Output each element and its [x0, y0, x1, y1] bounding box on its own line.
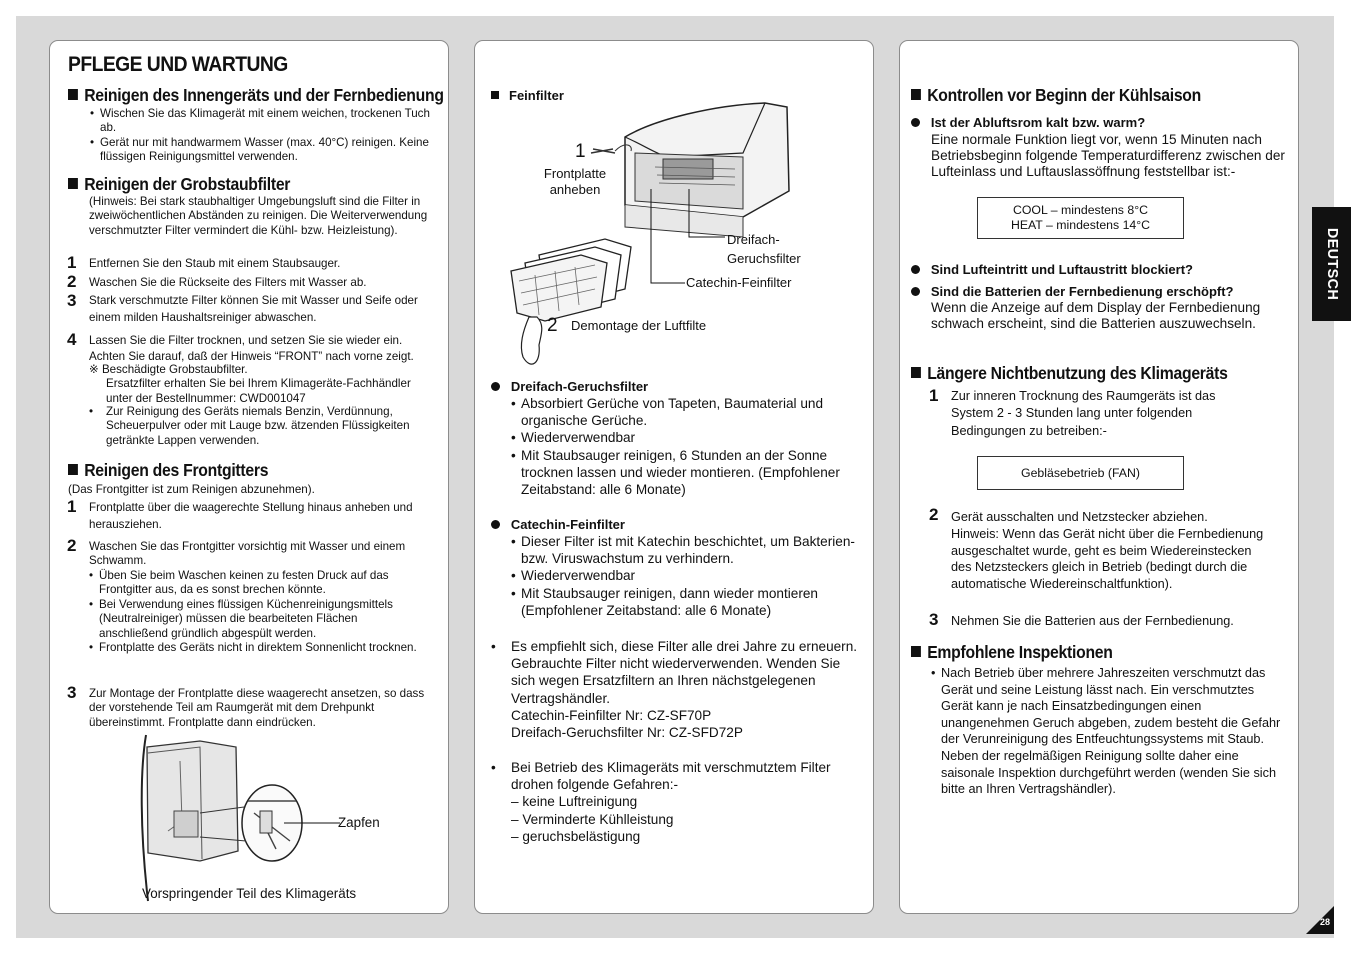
- catechin-bullets: [511, 533, 861, 619]
- list-item: • Üben Sie beim Waschen keinen zu festen Druck auf das Frontgitter aus, da es sonst brechen könnte.: [89, 569, 429, 598]
- figure-caption: Vorspringender Teil des Klimageräts: [142, 886, 357, 901]
- step-number: 2: [929, 505, 939, 524]
- step-text: Zur inneren Trocknung des Raumgeräts ist das System 2 - 3 Stunden lang unter folgenden Bedingungen zu betreiben:-: [951, 389, 1216, 438]
- round-bullet-icon: [911, 265, 920, 274]
- cool-line: COOL – mindestens 8°C: [1012, 203, 1148, 217]
- step-number: 1: [67, 253, 77, 272]
- step-text: Nehmen Sie die Batterien aus der Fernbedienung.: [951, 614, 1234, 628]
- restart-note: Hinweis: Wenn das Gerät nicht über die Fernbedienung ausgeschaltet wurde, geht es beim Wiedereinstecken des Netzsteckers gleich in Betrieb (bedingt durch die automatische Wiedereinschaltfunktion).: [951, 526, 1264, 592]
- question-airflow: Ist der Abluftsrom kalt bzw. warm?: [911, 115, 1145, 130]
- round-bullet-icon: [491, 520, 500, 529]
- replacement-info: • Es empfiehlt sich, diese Filter alle drei Jahre zu erneuern. Gebrauchte Filter nicht wiederverwenden. Wenden Sie sich wegen Ersatzfiltern an Ihren nächstgelegenen Vertragshändler. Catechin-Feinfilter Nr: CZ-SF70P Dreifach-Geruchsfilter Nr: CZ-SFD72P: [491, 638, 861, 741]
- list-item: • Wiederverwendbar: [511, 429, 861, 446]
- label-frontplatte-anheben: Frontplatte anheben: [543, 166, 607, 197]
- label-zapfen: Zapfen: [338, 815, 380, 830]
- language-tab: DEUTSCH: [1312, 207, 1351, 321]
- step-number: 3: [67, 291, 77, 310]
- temperature-box: [977, 197, 1184, 239]
- figure-step-1: 1: [575, 141, 586, 162]
- inspection-text: • Nach Betrieb über mehrere Jahreszeiten verschmutzt das Gerät und seine Leistung lässt nach. Ein verschmutztes Gerät kann je nach Einsatzbedingungen einen unangenehmen Geruch abgeben, zudem besteht die Gefahr der Verunreinigung des Entfeuchtungssystems mit Staub. Neben der regelmäßigen Reinigung sollte daher eine saisonale Inspektion durchgeführt werden (wenden Sie sich bitte an Ihren Vertragshändler).: [931, 665, 1287, 798]
- square-bullet-icon: [911, 89, 921, 100]
- heading-inspektionen: Empfohlene Inspektionen: [911, 642, 1113, 663]
- panel-checks: [899, 40, 1299, 914]
- question-blocked: Sind Lufteintritt und Luftaustritt blockiert?: [911, 262, 1193, 277]
- front-panel-figure: [50, 41, 449, 914]
- step-number: 4: [67, 330, 77, 349]
- page-number: 28: [1319, 917, 1330, 927]
- heading-dreifach: Dreifach-Geruchsfilter: [491, 379, 648, 394]
- danger-info: • Bei Betrieb des Klimageräts mit verschmutztem Filter drohen folgende Gefahren:- – keine Luftreinigung – Verminderte Kühlleistung – geruchsbelästigung: [491, 759, 861, 845]
- coarse-filter-note: (Hinweis: Bei stark staubhaltiger Umgebungsluft sind die Filter in zweiwöchentlichen Abständen zu reinigen. Die Weiterverwendung verschmutzter Filter vermindert die Kühl- bzw. Heizleistung).: [89, 195, 428, 237]
- heading-coarse-filter: Reinigen der Grobstaubfilter: [68, 174, 290, 195]
- heading-catechin: Catechin-Feinfilter: [491, 517, 625, 532]
- list-item: – Verminderte Kühlleistung: [511, 811, 674, 827]
- fan-mode-box: Gebläsebetrieb (FAN): [977, 456, 1184, 490]
- question-batteries: Sind die Batterien der Fernbedienung erschöpft?: [911, 284, 1234, 299]
- panel-care-maintenance: [49, 40, 449, 914]
- front-grille-note: (Das Frontgitter ist zum Reinigen abzunehmen).: [68, 483, 315, 496]
- step-number: 3: [929, 610, 939, 629]
- heading-front-grille: Reinigen des Frontgitters: [68, 460, 268, 481]
- round-bullet-icon: [491, 382, 500, 391]
- heading-kontrollen: Kontrollen vor Beginn der Kühlsaison: [911, 85, 1201, 106]
- step-text: Frontplatte über die waagerechte Stellung hinaus anheben und herausziehen.: [89, 501, 413, 531]
- label-dreifach-geruchsfilter: Dreifach- Geruchsfilter: [727, 232, 801, 266]
- square-bullet-icon: [911, 646, 921, 657]
- step-text: Stark verschmutzte Filter können Sie mit Wasser und Seife oder einem milden Haushaltsreiniger abwaschen.: [89, 294, 418, 324]
- list-item: • Mit Staubsauger reinigen, dann wieder montieren (Empfohlener Zeitabstand: alle 6 Monate): [511, 585, 861, 619]
- airflow-text: Eine normale Funktion liegt vor, wenn 15 Minuten nach Betriebsbeginn folgende Temperaturdifferenz zwischen der Lufteinlass und Luftauslassöffnung feststellbar ist:-: [931, 132, 1285, 180]
- label-catechin-feinfilter: Catechin-Feinfilter: [686, 275, 792, 290]
- step-number: 3: [67, 683, 77, 702]
- part-number-dreifach: Dreifach-Geruchsfilter Nr: CZ-SFD72P: [511, 725, 743, 741]
- page-number-corner: [1306, 906, 1334, 934]
- step-text: Lassen Sie die Filter trocknen, und setzen Sie sie wieder ein.: [89, 334, 403, 347]
- step-number: 1: [67, 497, 77, 516]
- warning-bullet: • Zur Reinigung des Geräts niemals Benzin, Verdünnung, Scheuerpulver oder mit Lauge bzw. ätzenden Flüssigkeiten getränkte Lappen verwenden.: [89, 405, 434, 448]
- list-item: – keine Luftreinigung: [511, 794, 638, 810]
- list-item: • Bei Verwendung eines flüssigen Küchenreinigungsmittels (Neutralreiniger) müssen die bearbeiteten Flächen anschließend gründlich abgespült werden.: [89, 598, 429, 641]
- batteries-text: Wenn die Anzeige auf dem Display der Fernbedienung schwach erscheint, sind die Batterien auszuwechseln.: [931, 300, 1261, 331]
- square-bullet-icon: [911, 367, 921, 378]
- list-item: • Absorbiert Gerüche von Tapeten, Baumaterial und organische Gerüche.: [511, 395, 861, 429]
- list-item: – geruchsbelästigung: [511, 828, 641, 844]
- part-number-catechin: Catechin-Feinfilter Nr: CZ-SF70P: [511, 707, 712, 723]
- heading-feinfilter: Feinfilter: [491, 88, 564, 103]
- step-number: 2: [67, 272, 77, 291]
- dreifach-bullets: [511, 395, 861, 498]
- page-title: PFLEGE UND WARTUNG: [68, 53, 288, 76]
- round-bullet-icon: [911, 118, 920, 127]
- step-text: Zur Montage der Frontplatte diese waagerecht ansetzen, so dass der vorstehende Teil am Raumgerät mit dem Drehpunkt übereinstimmt. Frontplatte dann eindrücken.: [89, 687, 425, 729]
- step-text: Entfernen Sie den Staub mit einem Staubsauger.: [89, 257, 341, 270]
- list-item: • Gerät nur mit handwarmem Wasser (max. 40°C) reinigen. Keine flüssigen Reinigungsmittel verwenden.: [90, 136, 430, 165]
- panel-fine-filter: [474, 40, 874, 914]
- list-item: • Wischen Sie das Klimagerät mit einem weichen, trockenen Tuch ab.: [90, 107, 430, 136]
- step-number: 1: [929, 386, 939, 405]
- step-text: Waschen Sie die Rückseite des Filters mit Wasser ab.: [89, 276, 367, 289]
- damaged-filter-block: ※ Beschädigte Grobstaubfilter. Ersatzfilter erhalten Sie bei Ihrem Klimageräte-Fachhändler unter der Bestellnummer: CWD001047: [89, 363, 439, 406]
- round-bullet-icon: [911, 287, 920, 296]
- label-demontage: Demontage der Luftfilte: [571, 318, 707, 333]
- reference-mark: ※: [89, 363, 99, 376]
- list-item: • Frontplatte des Geräts nicht in direktem Sonnenlicht trocknen.: [89, 641, 429, 655]
- replacement-filter-text: Ersatzfilter erhalten Sie bei Ihrem Klimageräte-Fachhändler unter der Bestellnummer: CWD001047: [106, 377, 411, 405]
- heading-clean-indoor-unit: Reinigen des Innengeräts und der Fernbedienung: [68, 85, 444, 106]
- step-number: 2: [67, 536, 77, 555]
- heat-line: HEAT – mindestens 14°C: [1010, 218, 1151, 232]
- list-item: • Mit Staubsauger reinigen, 6 Stunden an der Sonne trocknen lassen und wieder montieren. (Empfohlener Zeitabstand: alle 6 Monate): [511, 447, 861, 499]
- figure-step-2: 2: [547, 315, 558, 336]
- heading-laengere: Längere Nichtbenutzung des Klimageräts: [911, 363, 1228, 384]
- step-text: Waschen Sie das Frontgitter vorsichtig mit Wasser und einem Schwamm.: [89, 540, 406, 568]
- step-text: Gerät ausschalten und Netzstecker abziehen. Hinweis: Wenn das Gerät nicht über die Fernbedienung ausgeschaltet wurde, geht es beim Wiedereinstecken des Netzsteckers gleich in Betrieb (bedingt durch die automatische Wiedereinschaltfunktion).: [951, 509, 1271, 593]
- list-item: • Dieser Filter ist mit Katechin beschichtet, um Bakterien- bzw. Viruswachstum zu verhindern.: [511, 533, 861, 567]
- step4-note: Achten Sie darauf, daß der Hinweis “FRONT” nach vorne zeigt.: [89, 350, 414, 363]
- list-item: • Wiederverwendbar: [511, 567, 861, 584]
